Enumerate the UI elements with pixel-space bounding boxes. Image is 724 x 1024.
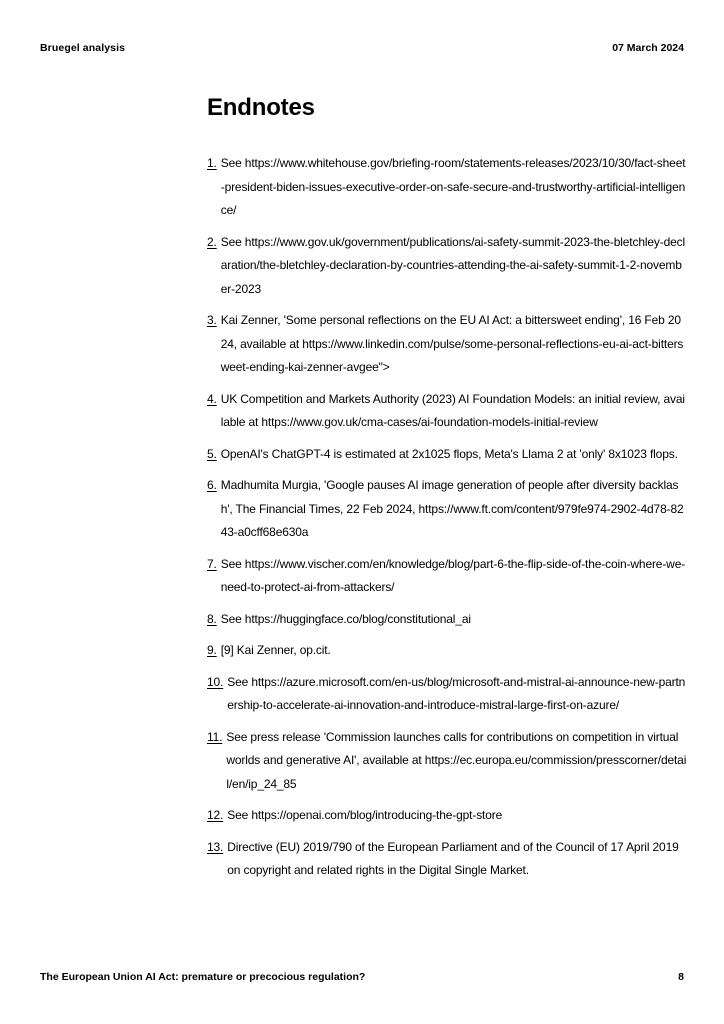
endnote-number[interactable]: 8. [207,611,217,626]
endnote-9 [207,639,687,663]
endnote-4 [207,388,687,435]
footer-report-title: The European Union AI Act: premature or precocious regulation? [40,971,366,983]
endnote-number[interactable]: 1. [207,156,217,170]
endnote-number[interactable]: 10. [207,674,224,689]
endnote-2 [207,231,687,302]
endnote-text: See press release 'Commission launches calls for contributions on competition in virtual worlds and generative AI', available at https://ec.europa.eu/commission/presscorner/detail/en/ip_24_85 [226,729,687,791]
endnote-number[interactable]: 6. [207,478,217,492]
page-title: Endnotes [207,94,315,121]
endnote-5 [207,443,687,467]
endnote-text: [9] Kai Zenner, op.cit. [220,643,331,657]
endnote-11 [207,726,687,797]
endnote-text: OpenAI's ChatGPT-4 is estimated at 2x1025 flops, Meta's Llama 2 at 'only' 8x1023 flops. [220,446,678,461]
endnote-text: See https://azure.microsoft.com/en-us/blog/microsoft-and-mistral-ai-announce-new-partnership-to-accelerate-ai-innovation-and-introduce-mistral-large-first-on-azure/ [227,674,686,712]
endnote-13 [207,836,687,883]
endnote-text: See https://www.whitehouse.gov/briefing-room/statements-releases/2023/10/30/fact-sheet-president-biden-issues-executive-order-on-safe-secure-and-trustworthy-artificial-intelligence/ [220,156,686,217]
endnote-number[interactable]: 2. [207,234,217,249]
endnote-number[interactable]: 12. [207,808,224,822]
endnote-number[interactable]: 11. [207,729,223,744]
page-number: 8 [678,971,684,983]
endnote-text: Madhumita Murgia, 'Google pauses AI image generation of people after diversity backlash', The Financial Times, 22 Feb 2024, https://www.ft.com/content/979fe974-2902-4d78-8243-a0cff68e630a [220,478,684,539]
endnote-text: See https://huggingface.co/blog/constitutional_ai [220,611,471,626]
endnote-number[interactable]: 7. [207,556,217,571]
endnote-number[interactable]: 9. [207,643,217,657]
endnote-number[interactable]: 13. [207,839,224,854]
endnote-text: Directive (EU) 2019/790 of the European Parliament and of the Council of 17 April 2019 on copyright and related rights in the Digital Single Market. [227,839,679,877]
endnote-text: See https://www.gov.uk/government/publications/ai-safety-summit-2023-the-bletchley-declaration/the-bletchley-declaration-by-countries-attending-the-ai-safety-summit-1-2-november-2023 [220,234,686,296]
endnote-number[interactable]: 4. [207,391,217,406]
endnote-10 [207,671,687,718]
endnote-12 [207,804,687,828]
endnote-text: See https://www.vischer.com/en/knowledge/blog/part-6-the-flip-side-of-the-coin-where-we-need-to-protect-ai-from-attackers/ [220,556,686,594]
endnote-number[interactable]: 3. [207,313,217,327]
endnotes-list [207,152,687,891]
header-publisher: Bruegel analysis [40,42,126,54]
endnote-8 [207,608,687,632]
endnote-7 [207,553,687,600]
endnote-3 [207,309,687,380]
header-date: 07 March 2024 [612,42,684,54]
endnote-text: Kai Zenner, 'Some personal reflections on the EU AI Act: a bittersweet ending', 16 Feb 2024, available at https://www.linkedin.com/pulse/some-personal-reflections-eu-ai-act-bittersweet-ending-kai-zenner-avgee"> [220,313,684,374]
endnote-number[interactable]: 5. [207,446,217,461]
endnote-text: See https://openai.com/blog/introducing-the-gpt-store [227,808,503,822]
endnote-6 [207,474,687,545]
endnote-text: UK Competition and Markets Authority (2023) AI Foundation Models: an initial review, available at https://www.gov.uk/cma-cases/ai-foundation-models-initial-review [220,391,685,429]
endnote-1 [207,152,687,223]
